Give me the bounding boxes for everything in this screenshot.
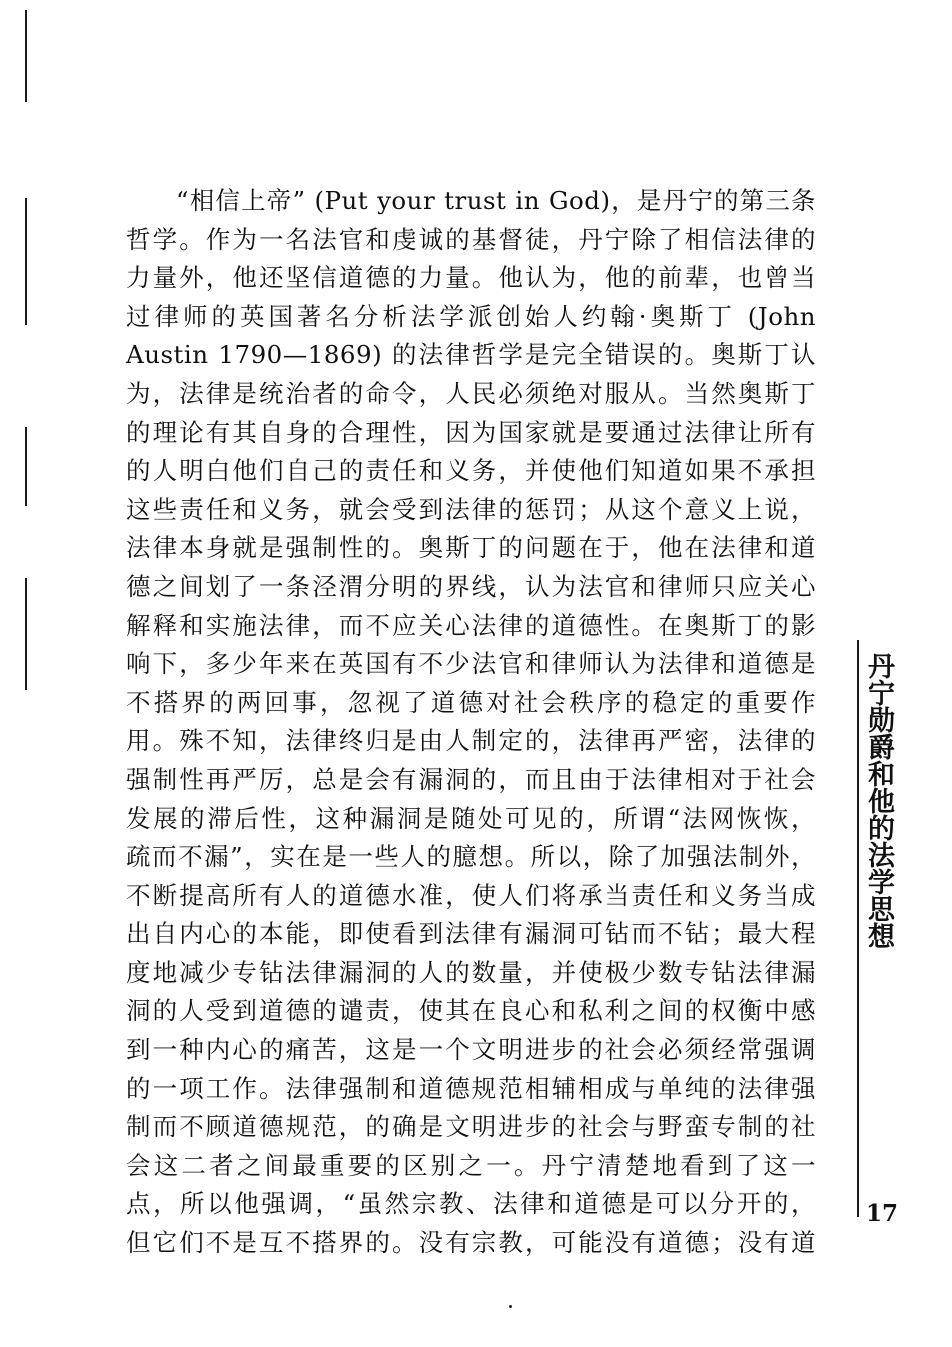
paragraph-line: 响下，多少年来在英国有不少法官和律师认为法律和道德是	[126, 649, 816, 679]
paragraph-line: 解释和实施法律，而不应关心法律的道德性。在奥斯丁的影	[126, 610, 816, 640]
paragraph-line: 用。殊不知，法律终归是由人制定的，法律再严密，法律的	[126, 726, 816, 756]
paragraph-line: 出自内心的本能，即使看到法律有漏洞可钻而不钻；最大程	[126, 919, 816, 949]
scan-edge-mark	[25, 427, 27, 506]
scan-edge-mark	[25, 578, 27, 690]
paragraph-line: 的人明白他们自己的责任和义务，并使他们知道如果不承担	[126, 456, 816, 486]
paragraph-line: 但它们不是互不搭界的。没有宗教，可能没有道德；没有道	[126, 1228, 816, 1258]
paragraph-line: 会这二者之间最重要的区别之一。丹宁清楚地看到了这一	[126, 1150, 816, 1180]
paragraph-line: 强制性再严厉，总是会有漏洞的，而且由于法律相对于社会	[126, 764, 816, 794]
paragraph-line: 发展的滞后性，这种漏洞是随处可见的，所谓“法网恢恢，	[126, 803, 816, 833]
paragraph-line: 度地减少专钻法律漏洞的人的数量，并使极少数专钻法律漏	[126, 957, 816, 987]
scan-edge-mark	[25, 198, 27, 325]
paragraph-line: Austin 1790—1869) 的法律哲学是完全错误的。奥斯丁认	[126, 340, 816, 370]
running-head-rule	[857, 640, 859, 1217]
paragraph-line: 过律师的英国著名分析法学派创始人约翰·奥斯丁 (John	[126, 301, 816, 331]
paragraph-line: 不搭界的两回事，忽视了道德对社会秩序的稳定的重要作	[126, 687, 816, 717]
paragraph-line: 这些责任和义务，就会受到法律的惩罚；从这个意义上说，	[126, 494, 816, 524]
scan-edge-mark	[25, 10, 27, 102]
paragraph-line: 不断提高所有人的道德水准，使人们将承当责任和义务当成	[126, 880, 816, 910]
paragraph-line: 哲学。作为一名法官和虔诚的基督徒，丹宁除了相信法律的	[126, 224, 816, 254]
scan-speck	[509, 1305, 512, 1308]
paragraph-line: 法律本身就是强制性的。奥斯丁的问题在于，他在法律和道	[126, 533, 816, 563]
paragraph-line: 为，法律是统治者的命令，人民必须绝对服从。当然奥斯丁	[126, 378, 816, 408]
paragraph-line: 疏而不漏”，实在是一些人的臆想。所以，除了加强法制外，	[126, 842, 816, 872]
paragraph-line: 点，所以他强调，“虽然宗教、法律和道德是可以分开的，	[126, 1189, 816, 1219]
paragraph-line: 力量外，他还坚信道德的力量。他认为，他的前辈，也曾当	[126, 263, 816, 293]
paragraph-line: 洞的人受到道德的谴责，使其在良心和私利之间的权衡中感	[126, 996, 816, 1026]
paragraph-line: 的理论有其自身的合理性，因为国家就是要通过法律让所有	[126, 417, 816, 447]
paragraph-line: 制而不顾道德规范，的确是文明进步的社会与野蛮专制的社	[126, 1112, 816, 1142]
running-head: 丹宁勋爵和他的法学思想	[863, 652, 894, 949]
page-number: 17	[866, 1200, 899, 1227]
paragraph-line: “相信上帝” (Put your trust in God)，是丹宁的第三条	[176, 186, 816, 215]
paragraph-line: 到一种内心的痛苦，这是一个文明进步的社会必须经常强调	[126, 1035, 816, 1065]
body-text	[126, 182, 816, 1263]
paragraph-line: 的一项工作。法律强制和道德规范相辅相成与单纯的法律强	[126, 1073, 816, 1103]
paragraph-line: 德之间划了一条泾渭分明的界线，认为法官和律师只应关心	[126, 571, 816, 601]
